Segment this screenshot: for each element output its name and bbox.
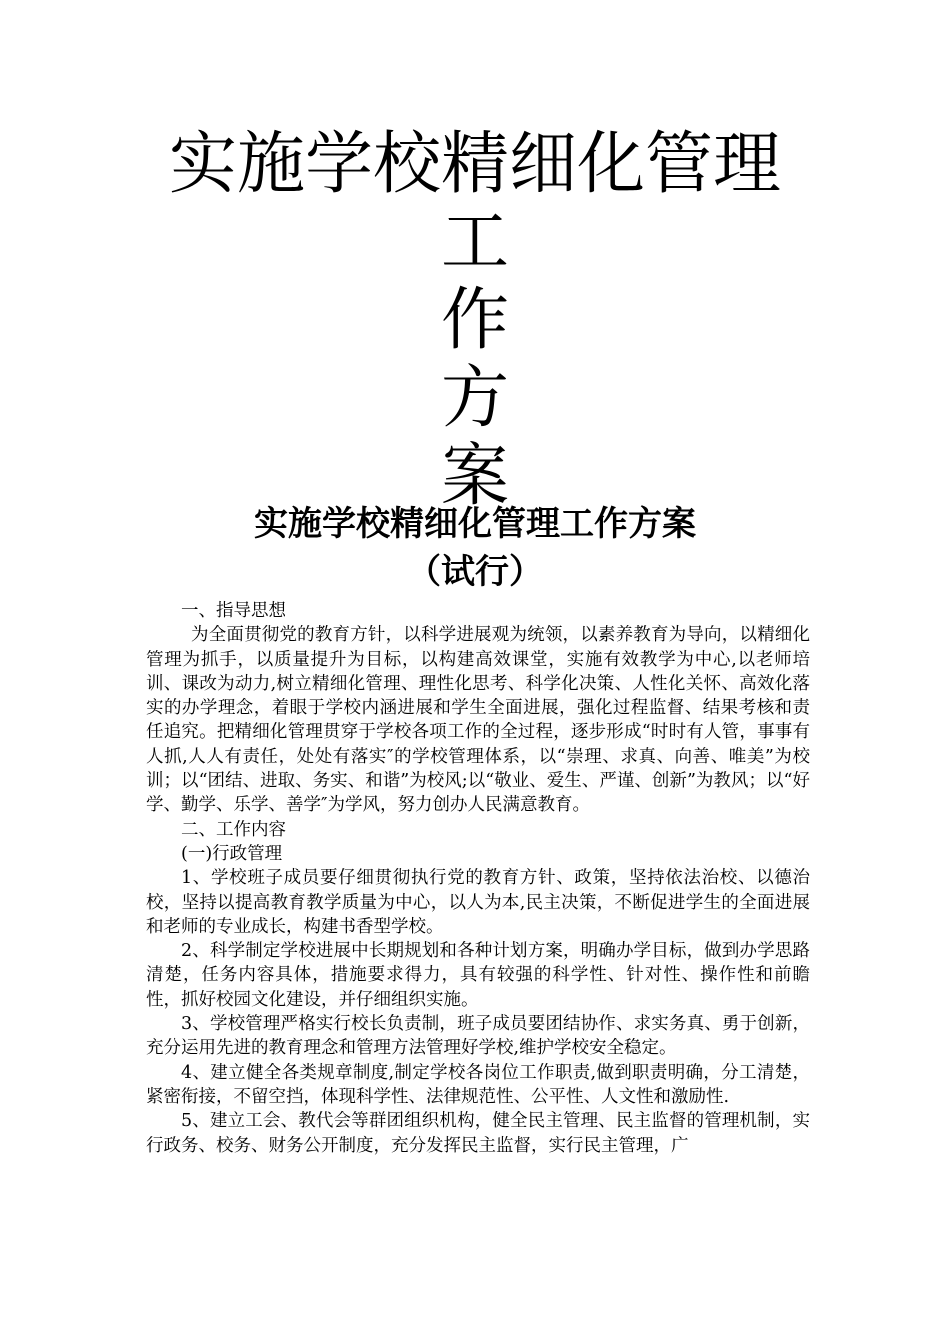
list-item-5: 5、建立工会、教代会等群团组织机构，健全民主管理、民主监督的管理机制，实行政务、校务、财务公开制度，充分发挥民主监督，实行民主管理，广: [146, 1111, 810, 1156]
document-subtitle: （试行）: [407, 552, 543, 592]
document-title: 实施学校精细化管理工作方案: [254, 504, 696, 544]
list-item-2: 2、科学制定学校进展中长期规划和各种计划方案，明确办学目标，做到办学思路清楚，任务内容具体，措施要求得力，具有较强的科学性、针对性、操作性和前瞻性，抓好校园文化建设，并仔细组织实施。: [146, 941, 810, 1010]
document-body: [146, 599, 810, 1158]
cover-title-line-5: 案: [440, 437, 509, 516]
section-heading-guiding-thought: 一、指导思想: [181, 601, 286, 621]
cover-title-line-3: 作: [440, 281, 509, 360]
cover-title: [0, 126, 950, 516]
section-heading-work-content: 二、工作内容: [181, 819, 286, 840]
cover-title-line-1: 实施学校精细化管理: [168, 125, 781, 204]
cover-title-line-4: 方: [440, 359, 509, 438]
list-item-1: 1、学校班子成员要仔细贯彻执行党的教育方针、政策，坚持依法治校、以德治校，坚持以提高教育教学质量为中心，以人为本,民主决策，不断促进学生的全面进展和老师的专业成长，构建书香型学校。: [146, 868, 810, 937]
list-item-3: 3、学校管理严格实行校长负责制，班子成员要团结协作、求实务真、勇于创新，充分运用先进的教育理念和管理方法管理好学校,维护学校安全稳定。: [146, 1014, 810, 1059]
paragraph-guiding-thought: 为全面贯彻党的教育方针，以科学进展观为统领，以素养教育为导向，以精细化管理为抓手，以质量提升为目标，以构建高效课堂，实施有效教学为中心,以老师培训、课改为动力,树立精细化管理、理性化思考、科学化决策、人性化关怀、高效化落实的办学理念，着眼于学校内涵进展和学生全面进展，强化过程监督、结果考核和责任追究。把精细化管理贯穿于学校各项工作的全过程，逐步形成“时时有人管，事事有人抓,人人有责任，处处有落实″的学校管理体系，以“崇理、求真、向善、唯美”为校训；以“团结、进取、务实、和谐”为校风;以“敬业、爱生、严谨、创新”为教风；以“好学、勤学、乐学、善学″为学风，努力创办人民满意教育。: [146, 625, 810, 816]
subsection-heading-admin: (一)行政管理: [181, 843, 283, 864]
list-item-4: 4、建立健全各类规章制度,制定学校各岗位工作职责,做到职责明确，分工清楚，紧密衔接，不留空挡，体现科学性、法律规范性、公平性、人文性和激励性.: [146, 1062, 810, 1107]
cover-title-line-2: 工: [440, 203, 509, 282]
